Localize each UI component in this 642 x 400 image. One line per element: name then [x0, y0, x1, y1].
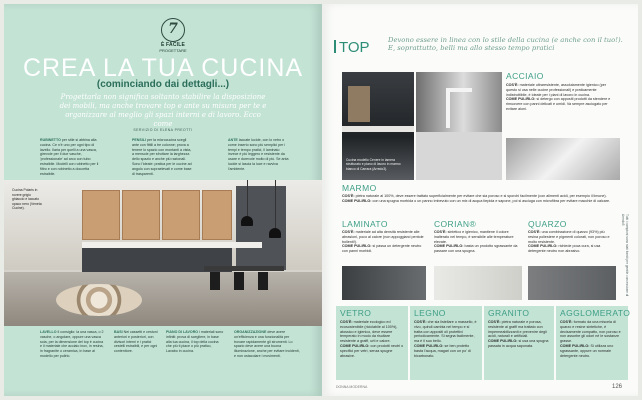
column-heading: ANTE: [228, 138, 238, 142]
corian-text: COS'È: sintetico e igienico, mantiene il colore inalterato nel tempo, è sensibile alle temperature elevate. COME PULIRLO: basta un prodotto sgrassante da passare con una spugna.: [434, 230, 518, 254]
acciaio-text: COS'È: materiale ultraresistente, assolutamente igienico (per questo si usa nelle cucine professionali) e praticamente indistruttibile, è ideale per i piani di lavoro in cucina. COME PULIRLO: si detergo con appositi prodotti da stendere e rimuovere con panni delicati e umidi. Va sempre asciugato per evitare aloni.: [506, 83, 611, 111]
column-text: per la microcucina scegli ante con fittili a tre colonne; prova a tenere lo spazio con montanti a vista, a mensole per sfruttare la larghezza dello spazio e anche più razionali. Sono l'ideale: pratica per le cucine ad angolo con sopraelevati e come base di trasparenti.: [132, 138, 192, 176]
photo-caption: Cucina Polaris in rovere grigio ghiaccio e laccato opaco nero (Veneta Cucine).: [12, 188, 42, 210]
column-heading: LAVELLO: [40, 330, 57, 334]
page-number: 126: [612, 384, 623, 390]
author-credit: SERVIZIO DI ELENA PREOTTI: [133, 128, 193, 132]
footer-magazine: DONNA MODERNA: [336, 385, 368, 389]
side-note: Tutti i campioni sono stati forniti per gentile concessione di Arredo3: [621, 214, 629, 297]
column-text: i materiali sono infiniti: prova di scegliere, in base alla tua cucina, il top della cucina che più ti piace o più pratico, Lavabo in cucina.: [166, 330, 224, 354]
column-heading: PIANO DI LAVORO: [166, 330, 199, 334]
laminato-text: COS'È: materiale ad alta densità resistente alle abrasioni, poco al calore (non appoggiarci pentole bollenti!). COME PULIRLO: si passa un detergente neutro con panni morbidi.: [342, 230, 424, 254]
column-organizzazione: [234, 330, 300, 359]
column-piano: [166, 330, 224, 354]
top-label: TOP: [339, 39, 370, 56]
column-rubinetto: [40, 138, 102, 176]
column-text: Il consiglio: la una vasca, o 2 vasche, o angolare, oppure una vasca sola, per la dimensione del top è cucina e il materiale che acciaio inox, in resina, in fragranite o ceramica, in base al modello per pulirlo.: [40, 330, 104, 358]
laminato-heading: LAMINATO: [342, 219, 388, 229]
corian-heading: CORIAN®: [434, 219, 477, 229]
vetro-text: COS'È: materiale ecologico ed ecosostenibile (riciclabile al 100%), atossico e igienico, deve essere temperato in modo da risultare resistente a graffi, urti e calore. COME PULIRLO: con prodotti neutri o specifici per vetri, senza spugne abrasive.: [340, 320, 404, 358]
vetro-heading: VETRO: [340, 308, 372, 318]
corian-sample: [434, 266, 522, 300]
laminato-sample: [342, 266, 426, 300]
marmo-heading: MARMO: [342, 183, 377, 193]
page-title: CREA LA TUA CUCINA: [22, 54, 304, 82]
badge-number: 7: [161, 18, 185, 42]
legno-box: [410, 306, 482, 380]
sink-image: [416, 72, 502, 180]
legno-text: COS'È: che sia listellare o massello, è vivo, quindi cambia nel tempo e si tratta con appositi oli protettivi periodicamente. Si segna facilmente, ma è il suo bello. COME PULIRLO: se ben protetto basta l'acqua, magari con un po' di bicarbonato.: [414, 320, 477, 358]
column-pensili: [132, 138, 194, 176]
badge-sublabel: PROGETTARE: [159, 48, 187, 53]
intro-text: Progettarla non significa soltanto stabilire la disposizione dei mobili, ma anche trovare top e ante su misura per te e organizzare al meglio gli spazi interni e di lavoro. Ecco come: [59, 93, 267, 128]
pendant-lamp: [241, 216, 253, 226]
badge-label: È FACILE: [160, 42, 186, 48]
pendant-lamp: [269, 228, 281, 238]
agglomerato-heading: AGGLOMERATO: [560, 308, 631, 318]
column-heading: ORGANIZZAZIONE: [234, 330, 267, 334]
agglomerato-box: [556, 306, 631, 380]
acciaio-sample: [506, 138, 620, 180]
left-page: [4, 4, 322, 396]
rug: [56, 284, 142, 316]
column-basi: [114, 330, 158, 354]
column-lavello: [40, 330, 104, 359]
column-text: per stile si abbina alla cucina. Ce n'è uno per ogni tipo di lavello. Ilaria per quelli a una vasca, girevole per il due vasche, 'professionale' ad arco con tubo estraibile. Modelli con rubinetto per il filtro e con rubinetto a doccetta estraibile.: [40, 138, 99, 176]
column-ante: [228, 138, 290, 172]
kitchen-image: [342, 72, 414, 180]
column-text: laccate lucide, con lo vetro o come inserto sono più semplici per i tempi e tempo pratici, il laminato invece è più leggero e resistente da usare e durevole molto di più. Se anta lucide si lascia la luce e ravviva l'ambiente.: [228, 138, 289, 171]
right-page: [322, 4, 638, 396]
column-heading: PENSILI: [132, 138, 146, 142]
vetro-box: [336, 306, 408, 380]
quarzo-text: COS'È: una combinazione di quarzo (93%) più resina poliestere e pigmenti colorati, non poroso e molto resistente. COME PULIRLO: richiede poca cura, si usa detergente neutro non abrasivo.: [528, 230, 610, 254]
top-heading: [334, 40, 370, 56]
agglomerato-text: COS'È: formato da una miscela di quarzo e resine sintetiche, è decisamente compatto, non poroso e non assorbe gli odori né le sostanze grasse. COME PULIRLO: Si utilizza uno sgrassante, oppure un normale detergente neutro.: [560, 320, 621, 358]
granito-text: COS'È: pietra naturale e porosa, resistente ai graffi ma trattato con impermeabilizzanti e prevenire degli acidi, naturali e artificiali. COME PULIRLO: si usa una spugna passata in acqua saponata.: [488, 320, 549, 348]
right-intro: Devono essere in linea con lo stile della cucina (e anche con il tuo!). E, soprattutto, belli ma allo stesso tempo pratici: [388, 36, 623, 53]
column-text: deve avere un'efficienza e una funzionalità per trovare rapidamente gli strumenti. Lo spazio deve avere una buona illuminazione, anche per evitare incidenti, e non ostacolare i movimenti.: [234, 330, 300, 358]
image-caption: Cucina modello Cenere in lamera strutturato e piano di lavoro in marmo bianco di Carrara (Arredo3).: [346, 158, 401, 171]
legno-heading: LEGNO: [414, 308, 446, 318]
kitchen-photo: [4, 180, 322, 326]
quarzo-sample: [528, 266, 616, 300]
granito-heading: GRANITO: [488, 308, 530, 318]
acciaio-heading: ACCIAIO: [506, 71, 544, 81]
column-heading: BASI: [114, 330, 123, 334]
marmo-text: COS'È: pietra naturale al 100%, deve essere trattato superficialmente per evitare che sia poroso e si sporchi facilmente (con alimenti acidi, per esempio il limone). COME PULIRLO: con una spugna morbida o un panno imbevuto con un mix di acqua tiepida e sapone, poi si asciuga con microfibra per evitare macchie di calcare.: [342, 194, 611, 203]
quarzo-heading: QUARZO: [528, 219, 567, 229]
column-heading: RUBINETTO: [40, 138, 61, 142]
column-text: Nei cassetti e cestoni anteriori e posteriori, con divisori interni e i pratici cestelli estraibili, e per ogni contenitore.: [114, 330, 158, 354]
granito-box: [484, 306, 554, 380]
page-subtitle: (cominciando dai dettagli...): [96, 79, 230, 90]
section-badge: [154, 18, 192, 53]
